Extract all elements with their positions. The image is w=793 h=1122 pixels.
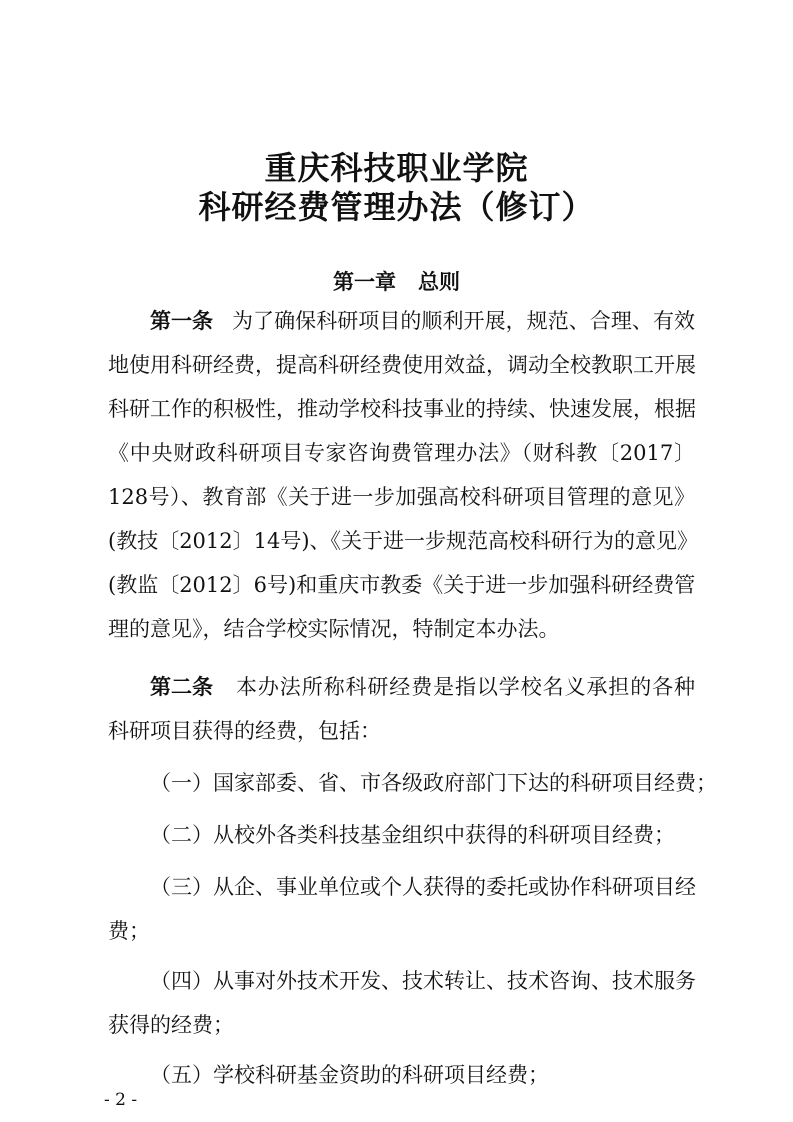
page-number: - 2 - (104, 1090, 138, 1110)
article-1-line-5 (0, 474, 793, 520)
paragraph-text: 科研项目获得的经费，包括： (108, 719, 381, 743)
list-item-text: （三）从企、事业单位或个人获得的委托或协作科研项目经 (150, 875, 696, 899)
list-item-text: 获得的经费； (108, 1013, 234, 1037)
article-1-line-8 (0, 606, 793, 652)
paragraph-text: 地使用科研经费，提高科研经费使用效益，调动全校教职工开展 (108, 353, 696, 377)
article-2-line-2 (0, 708, 793, 754)
article-1-line-6 (0, 518, 793, 564)
list-item-text: 费； (108, 919, 150, 943)
paragraph-text: 128号）、教育部《关于进一步加强高校科研项目管理的意见》 (108, 485, 695, 509)
paragraph-text: (教监〔2012〕6号)和重庆市教委《关于进一步加强科研经费管 (108, 573, 696, 597)
article-1-line-7 (0, 562, 793, 608)
document-title-line2: 科研经费管理办法（修订） (198, 188, 595, 226)
list-item-1 (0, 760, 793, 806)
list-item-text: （四）从事对外技术开发、技术转让、技术咨询、技术服务 (150, 969, 696, 993)
paragraph-text: 《中央财政科研项目专家咨询费管理办法》（财科教〔2017〕 (108, 441, 695, 465)
list-item-2 (0, 812, 793, 858)
list-item-4-cont (0, 1002, 793, 1048)
article-2-line-1 (0, 664, 793, 710)
paragraph-text: 科研工作的积极性，推动学校科技事业的持续、快速发展，根据 (108, 397, 696, 421)
list-item-text: （五）学校科研基金资助的科研项目经费； (150, 1063, 549, 1087)
article-2-label: 第二条 (150, 675, 213, 699)
list-item-3 (0, 864, 793, 910)
article-1-line-3 (0, 386, 793, 432)
article-1-line-4 (0, 430, 793, 476)
article-1-line-2 (0, 342, 793, 388)
list-item-4 (0, 958, 793, 1004)
article-1-line-1 (0, 298, 793, 344)
paragraph-text: 理的意见》，结合学校实际情况，特制定本办法。 (108, 617, 560, 641)
list-item-text: （二）从校外各类科技基金组织中获得的科研项目经费； (150, 823, 675, 847)
article-1-text: 为了确保科研项目的顺利开展，规范、合理、有效 (232, 309, 695, 333)
document-title-line1: 重庆科技职业学院 (264, 149, 529, 187)
paragraph-text: (教技〔2012〕14号)、《关于进一步规范高校科研行为的意见》 (108, 529, 699, 553)
chapter-heading: 第一章 总则 (333, 270, 460, 294)
article-2-text: 本办法所称科研经费是指以学校名义承担的各种 (236, 675, 695, 699)
list-item-3-cont (0, 908, 793, 954)
list-item-text: （一）国家部委、省、市各级政府部门下达的科研项目经费； (150, 771, 717, 795)
article-1-label: 第一条 (150, 309, 213, 333)
